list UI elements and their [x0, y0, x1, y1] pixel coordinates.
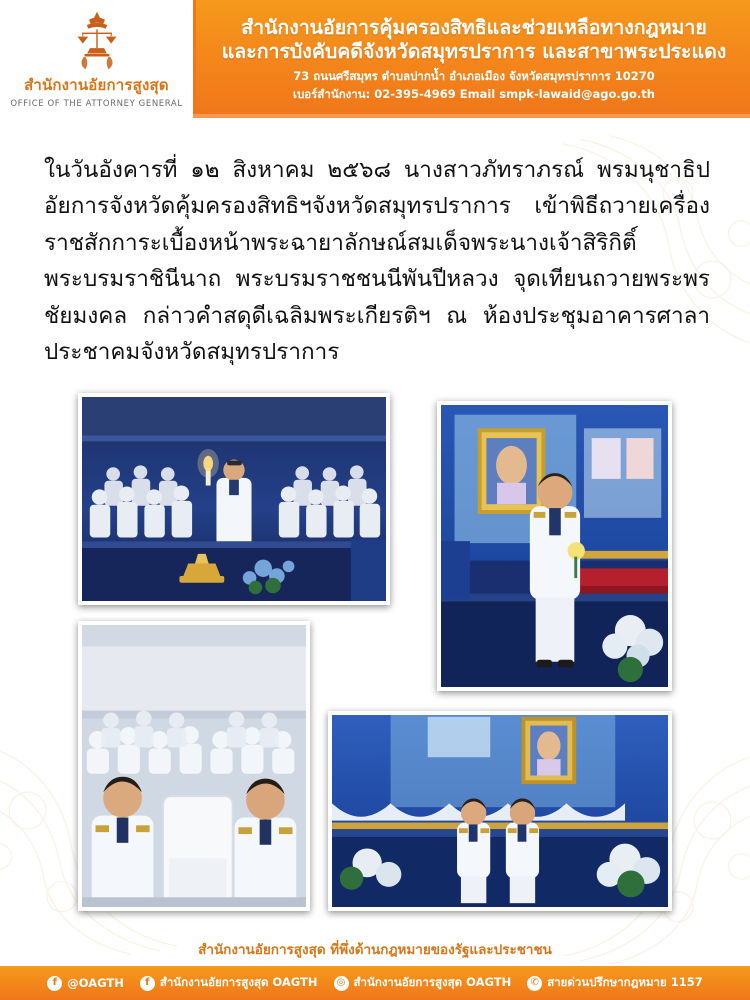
- photo-two-officers-stage[interactable]: [328, 711, 672, 911]
- organization-name-en: OFFICE OF THE ATTORNEY GENERAL: [10, 98, 183, 109]
- footer-tagline: สำนักงานอัยการสูงสุด ที่พึ่งด้านกฎหมายของรัฐและประชาชน: [198, 942, 552, 958]
- photo-officer-portrait[interactable]: [437, 401, 672, 691]
- organization-logo-block: [0, 0, 196, 118]
- footer-item-label: @OAGTH: [67, 976, 124, 990]
- footer-item-hotline[interactable]: [527, 974, 703, 992]
- photo-audience-seated-image: [82, 625, 306, 907]
- header-contact: เบอร์สำนักงาน: 02-395-4969 Email smpk-lawaid@ago.go.th: [293, 87, 655, 102]
- header-title-line2: และการบังคับคดีจังหวัดสมุทรปราการ และสาขาพระประแดง: [221, 40, 727, 64]
- facebook-icon: f: [140, 976, 155, 991]
- header-title-line1: สำนักงานอัยการคุ้มครองสิทธิและช่วยเหลือทางกฎหมาย: [241, 15, 707, 39]
- photo-officer-portrait-image: [441, 405, 668, 687]
- article-body: ในวันอังคารที่ ๑๒ สิงหาคม ๒๕๖๘ นางสาวภัทราภรณ์ พรมนุชาธิป อัยการจังหวัดคุ้มครองสิทธิฯจังหวัดสมุทรปราการ เข้าพิธีถวายเครื่องราชสักการะเบื้องหน้าพระฉายาลักษณ์สมเด็จพระนางเจ้าสิริกิติ์ พระบรมราชินีนาถ พระบรมราชชนนีพันปีหลวง จุดเทียนถวายพระพรชัยมงคล กล่าวคำสดุดีเฉลิมพระเกียรติฯ ณ ห้องประชุมอาคารศาลาประชาคมจังหวัดสมุทรปราการ: [44, 157, 710, 366]
- photo-audience-seated[interactable]: [78, 621, 310, 911]
- header-address: 73 ถนนศรีสมุทร ตำบลปากน้ำ อำเภอเมือง จังหวัดสมุทรปราการ 10270: [293, 69, 655, 84]
- footer-bar: [0, 966, 750, 1000]
- organization-name-th: สำนักงานอัยการสูงสุด: [24, 75, 169, 94]
- photo-gallery: [0, 393, 750, 913]
- photo-ceremony-stage[interactable]: [78, 393, 390, 605]
- footer-item-facebook-handle[interactable]: [47, 976, 124, 991]
- header-title-block: [196, 8, 750, 111]
- phone-icon: ✆: [527, 976, 542, 991]
- photo-two-officers-stage-image: [332, 715, 668, 907]
- footer-item-label: สำนักงานอัยการสูงสุด OAGTH: [159, 975, 318, 989]
- instagram-icon: ◎: [334, 976, 349, 991]
- photo-ceremony-stage-image: [82, 397, 386, 601]
- footer-item-label: สายด่วนปรึกษากฎหมาย 1157: [547, 975, 703, 989]
- footer-item-instagram[interactable]: [334, 974, 512, 992]
- facebook-icon: f: [47, 976, 62, 991]
- attorney-general-emblem-icon: [70, 10, 124, 72]
- page-header: [0, 0, 750, 118]
- footer-item-label: สำนักงานอัยการสูงสุด OAGTH: [353, 975, 512, 989]
- footer-item-facebook-page[interactable]: [140, 974, 318, 992]
